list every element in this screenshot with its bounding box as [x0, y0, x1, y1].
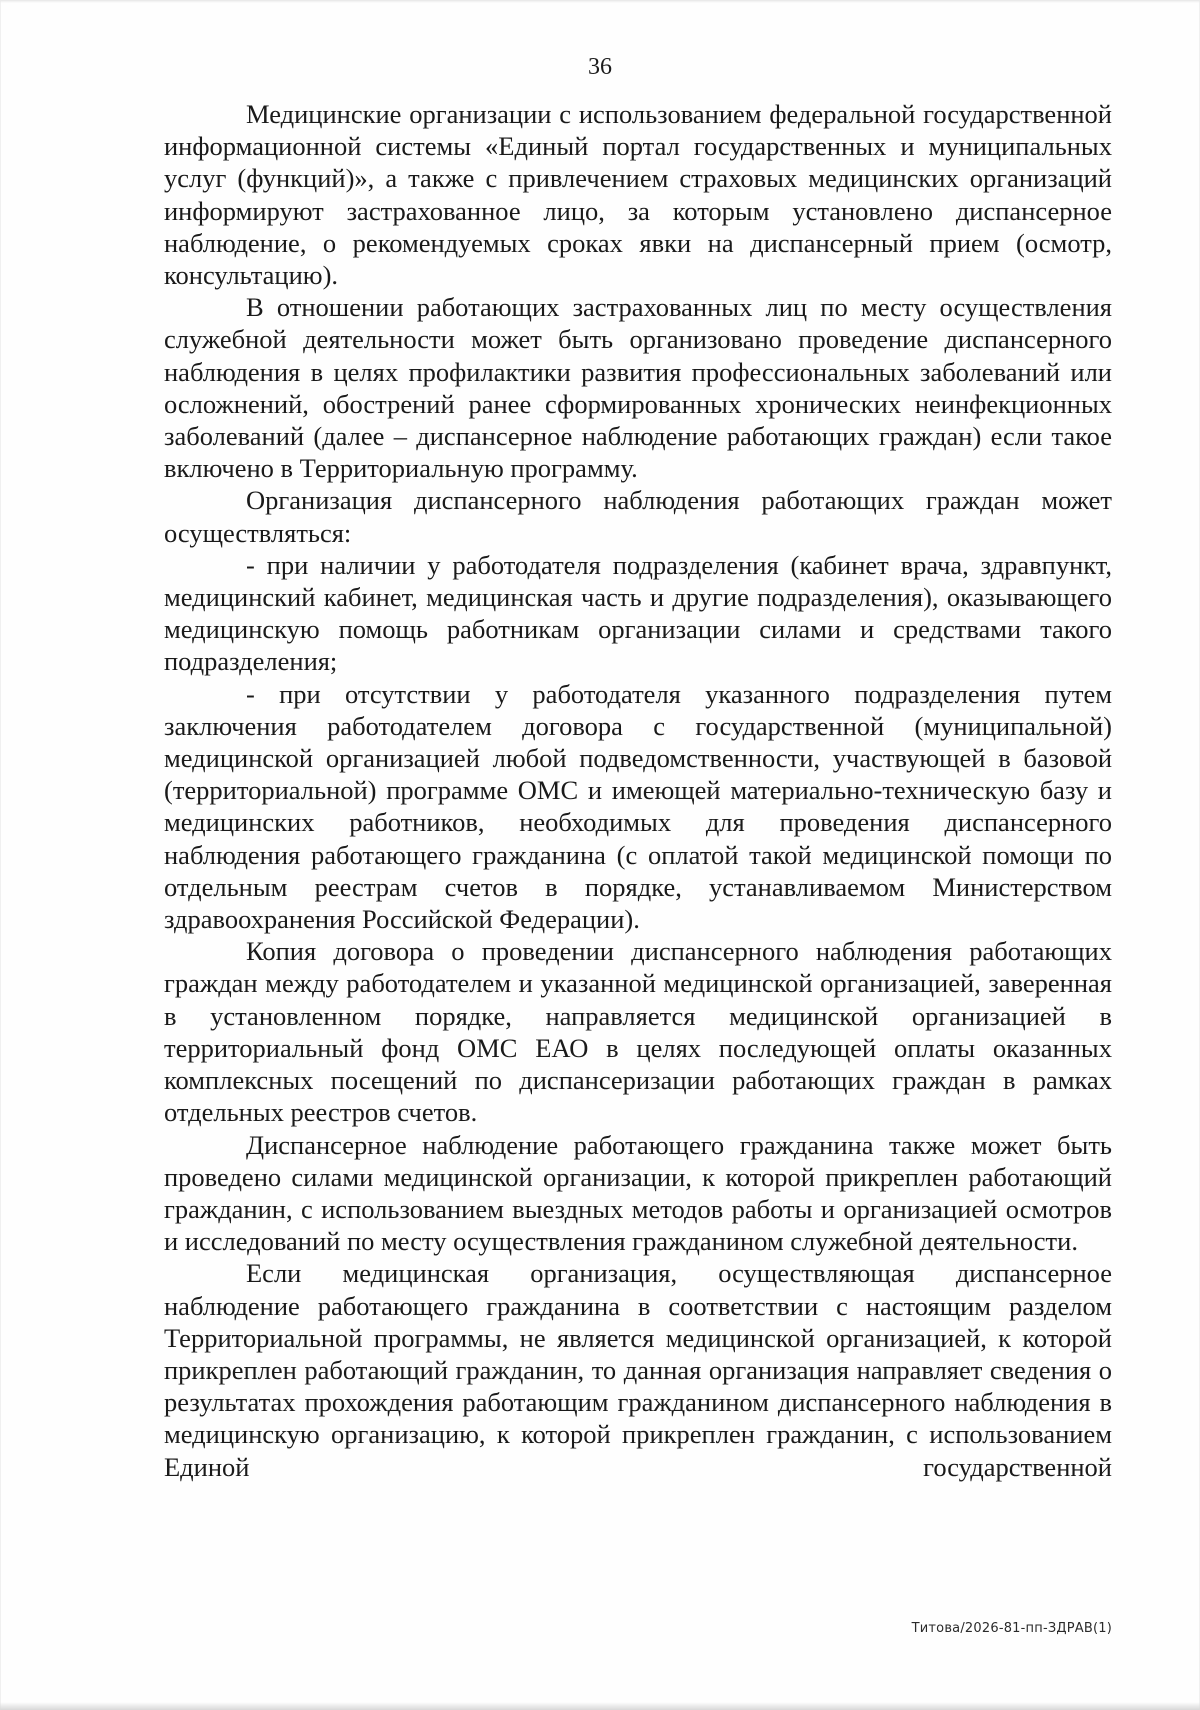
- paragraph-organization-intro: Организация диспансерного наблюдения работающих граждан может осуществляться:: [164, 485, 1112, 548]
- paragraph-contract-copy: Копия договора о проведении диспансерного наблюдения работающих граждан между работодателем и указанной медицинской организацией, заверенная в установленном порядке, направляется медицинской организацией в территориальный фонд ОМС ЕАО в целях последующей оплаты оказанных комплексных посещений по диспансеризации работающих граждан в рамках отдельных реестров счетов.: [164, 936, 1112, 1128]
- paragraph-informing-insured: Медицинские организации с использованием федеральной государственной информационной системы «Единый портал государственных и муниципальных услуг (функций)», а также с привлечением страховых медицинских организаций информируют застрахованное лицо, за которым установлено диспансерное наблюдение, о рекомендуемых сроках явки на диспансерный прием (осмотр, консультацию).: [164, 99, 1112, 291]
- list-item-employer-unit: - при наличии у работодателя подразделения (кабинет врача, здравпункт, медицинский кабинет, медицинская часть и другие подразделения), оказывающего медицинскую помощь работникам организации силами и средствами такого подразделения;: [164, 549, 1112, 677]
- paragraph-attached-organization: Диспансерное наблюдение работающего гражданина также может быть проведено силами медицинской организации, к которой прикреплен работающий гражданин, с использованием выездных методов работы и организацией осмотров и исследований по месту осуществления гражданином служебной деятельности.: [164, 1129, 1112, 1257]
- paragraph-results-transfer: Если медицинская организация, осуществляющая диспансерное наблюдение работающего гражданина в соответствии с настоящим разделом Территориальной программы, не является медицинской организацией, к которой прикреплен работающий гражданин, то данная организация направляет сведения о результатах прохождения работающим гражданином диспансерного наблюдения в медицинскую организацию, к которой прикреплен гражданин, с использованием Единой государственной: [164, 1258, 1112, 1482]
- scan-edge-top: [0, 0, 1200, 3]
- list-item-contract: - при отсутствии у работодателя указанного подразделения путем заключения работодателем договора с государственной (муниципальной) медицинской организацией любой подведомственности, участвующей в базовой (территориальной) программе ОМС и имеющей материально-техническую базу и медицинских работников, необходимых для проведения диспансерного наблюдения работающего гражданина (с оплатой такой медицинской помощи по отдельным реестрам счетов в порядке, устанавливаемом Министерством здравоохранения Российской Федерации).: [164, 678, 1112, 935]
- page-number: 36: [588, 54, 612, 80]
- document-body: [164, 98, 1112, 1483]
- paragraph-working-insured: В отношении работающих застрахованных лиц по месту осуществления служебной деятельности может быть организовано проведение диспансерного наблюдения в целях профилактики развития профессиональных заболеваний или осложнений, обострений ранее сформированных хронических неинфекционных заболеваний (далее – диспансерное наблюдение работающих граждан) если такое включено в Территориальную программу.: [164, 292, 1112, 484]
- footer-document-code: Титова/2026-81-пп-ЗДРАВ(1): [911, 1621, 1112, 1636]
- scan-edge-bottom: [0, 1702, 1200, 1710]
